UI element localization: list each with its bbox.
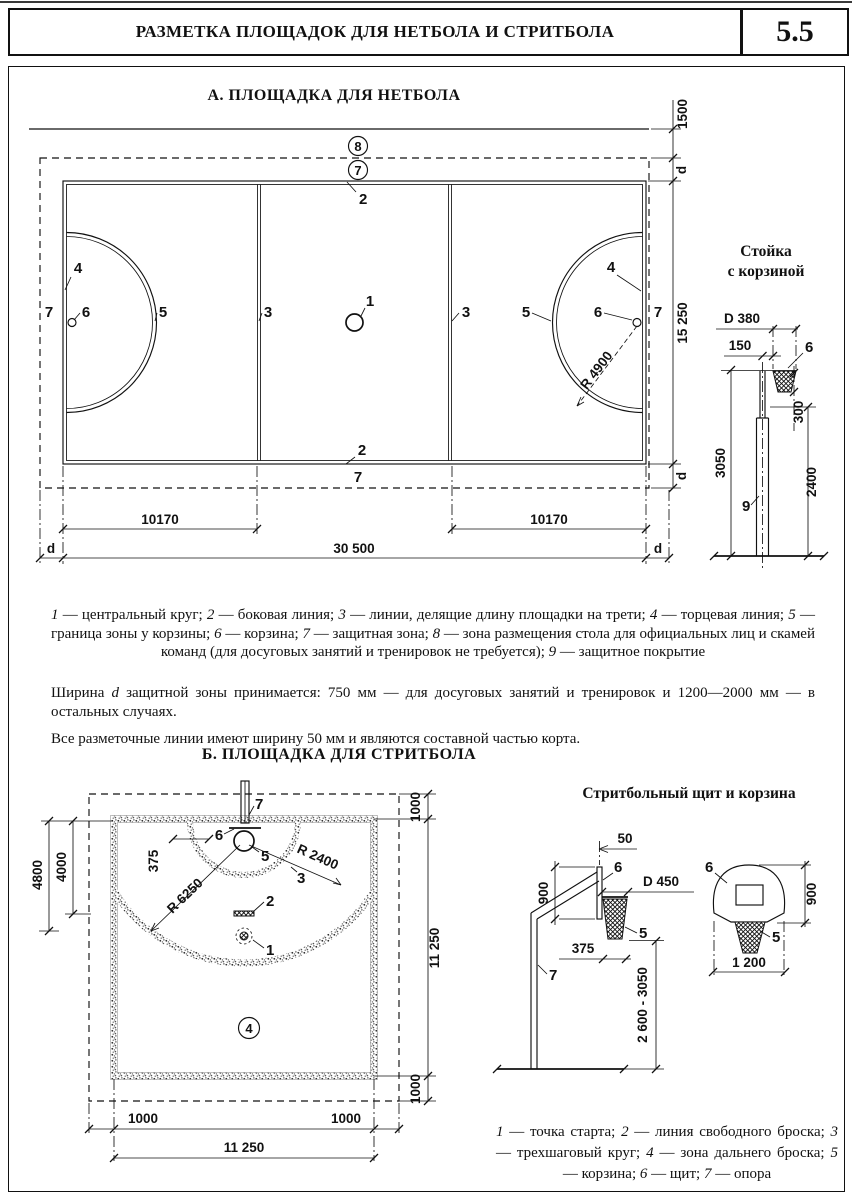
legend-item: 7 — защитная зона; [302, 625, 433, 642]
dim-1000-bottom-right: 1000 [330, 1111, 362, 1126]
dim-15250: 15 250 [675, 302, 690, 344]
legend-item: 6 — корзина; [214, 625, 303, 642]
label-1: 1 [266, 942, 275, 959]
dim-1000-right-bottom: 1000 [408, 1073, 423, 1105]
label-7-left: 7 [44, 304, 54, 321]
legend-netball [51, 606, 815, 662]
dim-300-text: 300 [791, 400, 806, 424]
leader-9 [751, 496, 759, 505]
leader-1 [361, 308, 365, 316]
label-6-post: 6 [805, 339, 814, 356]
dim-375-court-text: 375 [146, 849, 161, 873]
leader-4-right [617, 275, 641, 291]
note-protective-zone: Ширина d защитной зоны принимается: 750 мм — для досуговых занятий и тренировок и 1200—2000 мм — в остальных случаях. [51, 685, 816, 720]
label-3-right: 3 [461, 304, 471, 321]
callout-4-num: 4 [245, 1021, 253, 1036]
dim-3050-text: 3050 [713, 447, 728, 479]
target-square [736, 885, 763, 905]
dim-height-range-text: 2 600 - 3050 [635, 967, 650, 1043]
dim-375-board-text: 375 [571, 941, 595, 956]
section-number-box [741, 8, 849, 56]
dim-2400-text: 2400 [804, 466, 819, 498]
label-5-left: 5 [158, 304, 168, 321]
label-3-arc: 3 [297, 870, 306, 887]
leader-4-left [65, 277, 71, 290]
legend-item: 4 — торцевая линия; [649, 607, 789, 623]
header-box [8, 8, 742, 56]
content-frame [8, 66, 845, 1192]
dim-900-side-text: 900 [536, 881, 551, 905]
label-6-right: 6 [593, 304, 603, 321]
net-front [735, 922, 765, 953]
dim-3050 [727, 366, 735, 560]
label-3-left: 3 [263, 304, 273, 321]
callout-8-num: 8 [354, 139, 362, 154]
legend-item: 2 — линия свободного броска; [621, 1124, 831, 1140]
label-6-board: 6 [214, 827, 224, 844]
dim-d-top: d [674, 165, 689, 175]
protective-zone-boundary [40, 158, 649, 488]
legend-item: 3 — трехшаговый круг; [496, 1124, 838, 1161]
goal-circle-right [553, 233, 643, 413]
label-7-bottom: 7 [353, 469, 363, 486]
dim-lines-left [39, 817, 113, 935]
legend-item: 9 — защитное покрытие [548, 644, 706, 661]
dim-d380-text: D 380 [723, 311, 761, 326]
legend-item: 7 — опора [703, 1166, 772, 1182]
label-5-basket: 5 [261, 848, 270, 865]
dim-d450 [598, 888, 694, 896]
label-7-support: 7 [549, 967, 558, 984]
dim-11250-bottom: 11 250 [223, 1140, 265, 1155]
dim-375-board [559, 955, 631, 963]
netball-post-diagram [696, 226, 852, 586]
dim-d-right-bottom: d [674, 471, 689, 481]
label-6-left: 6 [81, 304, 91, 321]
label-6-front: 6 [705, 859, 714, 876]
dim-4800: 4800 [30, 859, 45, 891]
legend-item: 1 — точка старта; [496, 1124, 622, 1140]
post-title-line1: Стойка [740, 243, 792, 260]
netball-section-title: А. ПЛОЩАДКА ДЛЯ НЕТБОЛА [207, 87, 461, 104]
ground-line-board [493, 1065, 628, 1073]
label-5-front: 5 [772, 929, 781, 946]
dim-150-text: 150 [728, 338, 752, 353]
dim-1000-right-top: 1000 [408, 791, 423, 823]
dim-1500: 1500 [675, 98, 690, 130]
streetball-court-diagram [21, 771, 481, 1163]
dim-900-front-text: 900 [804, 882, 819, 906]
leader-6-right [604, 313, 632, 320]
legend-item: 1 — центральный круг; [51, 607, 207, 623]
legend-item: 6 — щит; [639, 1166, 704, 1182]
dim-d-bottom-right: d [653, 541, 663, 556]
leader-7-support [538, 965, 547, 974]
dim-4000: 4000 [54, 851, 69, 883]
post-structure [721, 362, 796, 568]
free-throw-line [234, 911, 254, 916]
label-7-post: 7 [255, 796, 264, 813]
leader-7-post [249, 806, 254, 815]
start-point [236, 928, 252, 944]
netball-court-diagram [21, 86, 701, 586]
leader-1 [253, 940, 264, 948]
note-marking-lines: Все разметочные линии имеют ширину 50 мм и являются составной частью корта. [51, 731, 581, 747]
leader-6-left [74, 313, 80, 320]
leader-5-side [625, 927, 637, 933]
label-7-right: 7 [653, 304, 663, 321]
net-side [603, 899, 627, 939]
dim-1200-text: 1 200 [732, 955, 766, 970]
label-1: 1 [365, 293, 375, 310]
legend-item: 3 — линии, делящие длину площадки на трети; [338, 607, 650, 623]
label-2-top: 2 [359, 191, 368, 208]
dim-50-text: 50 [617, 831, 633, 846]
leader-6-post [788, 353, 803, 368]
leader-3-right [452, 313, 459, 321]
backboard-front [713, 865, 784, 922]
legend-item: 5 — граница зоны у корзины; [51, 607, 815, 642]
legend-item: 2 — боковая линия; [206, 607, 339, 623]
label-5-side: 5 [639, 925, 648, 942]
leader-2-top [347, 182, 356, 192]
label-4-right: 4 [606, 259, 616, 276]
streetball-backboard-diagram [489, 781, 846, 1093]
leader-6-board [224, 829, 234, 834]
dim-d-bottom-left: d [46, 541, 56, 556]
label-4-left: 4 [73, 260, 83, 277]
dim-r4900: R 4900 [577, 348, 616, 393]
dim-10170-right: 10170 [530, 512, 568, 527]
label-6-side: 6 [614, 859, 623, 876]
dim-1000-bottom-left: 1000 [127, 1111, 159, 1126]
dim-11250-right: 11 250 [427, 927, 442, 969]
dim-lines-right [648, 100, 681, 492]
court-outline [63, 181, 646, 464]
label-2: 2 [266, 893, 275, 910]
centre-circle [346, 314, 363, 331]
backboard-title: Стритбольный щит и корзина [582, 785, 796, 802]
leader-2 [254, 902, 264, 911]
dim-d450-text: D 450 [642, 874, 680, 889]
legend-streetball [496, 1122, 838, 1185]
outer-zone-dashed [89, 794, 399, 1101]
section-number: 5.5 [776, 15, 814, 48]
leader-5-right [532, 313, 551, 321]
dim-150 [724, 352, 781, 360]
dim-900-side [551, 861, 595, 925]
streetball-section-title: Б. ПЛОЩАДКА ДЛЯ СТРИТБОЛА [201, 746, 477, 763]
legend-item: 8 — зона размещения стола для официальных лиц и скамей команд (для досуговых занятий и тренировок не требуется); [160, 625, 815, 661]
page-title: РАЗМЕТКА ПЛОЩАДОК ДЛЯ НЕТБОЛА И СТРИТБОЛА [135, 22, 615, 41]
legend-item: 5 — корзина; [562, 1145, 838, 1182]
dim-d380 [716, 325, 800, 333]
dim-r2400: R 2400 [294, 841, 341, 873]
three-step-circle [190, 821, 298, 875]
label-2-bottom: 2 [357, 442, 367, 459]
post-title-line2: с корзиной [727, 263, 805, 280]
dim-r6250: R 6250 [164, 875, 206, 917]
leader-6-front [715, 873, 727, 883]
dim-30500: 30 500 [333, 541, 375, 556]
legend-item: 4 — зона дальнего броска; [646, 1145, 831, 1161]
label-9: 9 [742, 498, 751, 515]
page-edge-line [0, 1, 852, 3]
leader-6-side [603, 873, 613, 880]
label-5-right: 5 [521, 304, 531, 321]
callout-7-top-num: 7 [354, 163, 362, 178]
dim-10170-left: 10170 [141, 512, 179, 527]
